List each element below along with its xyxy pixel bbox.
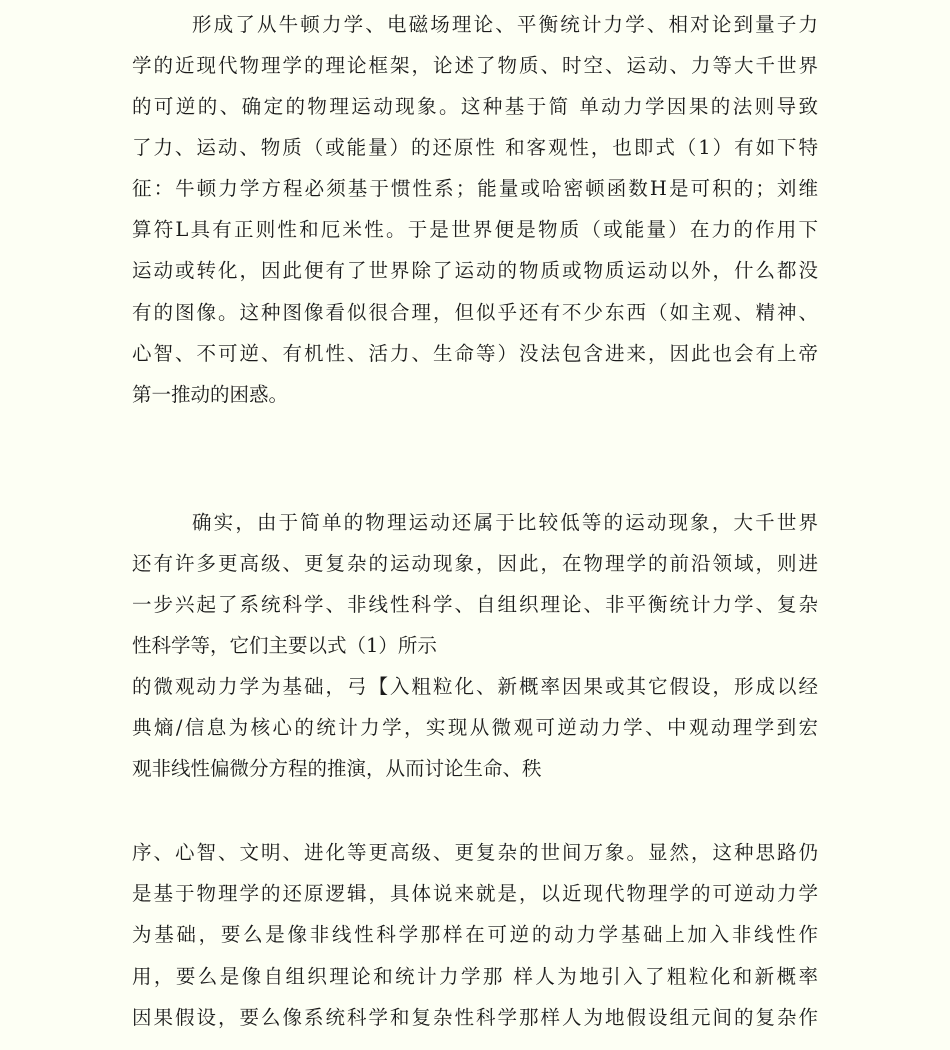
text-line: 为基础，要么是像非线性科学那样在可逆的动力学基础上加入非线性作 [132, 923, 818, 946]
text-line: 了力、运动、物质（或能量）的还原性 和客观性，也即式（1）有如下特 [132, 136, 818, 159]
text-line: 的微观动力学为基础，弓【入粗粒化、新概率因果或其它假设，形成以经 [132, 675, 818, 698]
text-line: 征：牛顿力学方程必须基于惯性系；能量或哈密顿函数H是可积的；刘维 [132, 177, 818, 200]
text-line: 性科学等，它们主要以式（1）所示 [132, 634, 437, 657]
text-line: 一步兴起了系统科学、非线性科学、自组织理论、非平衡统计力学、复杂 [132, 593, 818, 616]
text-line: 有的图像。这种图像看似很合理，但似乎还有不少东西（如主观、精神、 [132, 301, 818, 324]
text-line: 观非线性偏微分方程的推演，从而讨论生命、秩 [132, 757, 542, 780]
text-line: 运动或转化，因此便有了世界除了运动的物质或物质运动以外，什么都没 [132, 259, 818, 282]
text-line: 因果假设，要么像系统科学和复杂性科学那样人为地假设组元间的复杂作 [132, 1006, 818, 1029]
text-line: 确实，由于简单的物理运动还属于比较低等的运动现象，大千世界 [192, 511, 818, 534]
text-line: 第一推动的困惑。 [132, 383, 289, 406]
text-line: 心智、不可逆、有机性、活力、生命等）没法包含进来，因此也会有上帝 [132, 342, 818, 365]
text-line: 典熵/信息为核心的统计力学，实现从微观可逆动力学、中观动理学到宏 [132, 716, 818, 739]
text-line: 还有许多更高级、更复杂的运动现象，因此，在物理学的前沿领域，则进 [132, 552, 818, 575]
text-line: 序、心智、文明、进化等更高级、更复杂的世间万象。显然，这种思路仍 [132, 841, 818, 864]
text-line: 算符L具有正则性和厄米性。于是世界便是物质（或能量）在力的作用下 [132, 218, 818, 241]
text-line: 用，要么是像自组织理论和统计力学那 样人为地引入了粗粒化和新概率 [132, 965, 818, 988]
text-line: 的可逆的、确定的物理运动现象。这种基于简 单动力学因果的法则导致 [132, 95, 818, 118]
text-line: 学的近现代物理学的理论框架，论述了物质、时空、运动、力等大千世界 [132, 54, 818, 77]
text-line: 是基于物理学的还原逻辑，具体说来就是，以近现代物理学的可逆动力学 [132, 882, 818, 905]
text-line: 形成了从牛顿力学、电磁场理论、平衡统计力学、相对论到量子力 [192, 13, 818, 36]
